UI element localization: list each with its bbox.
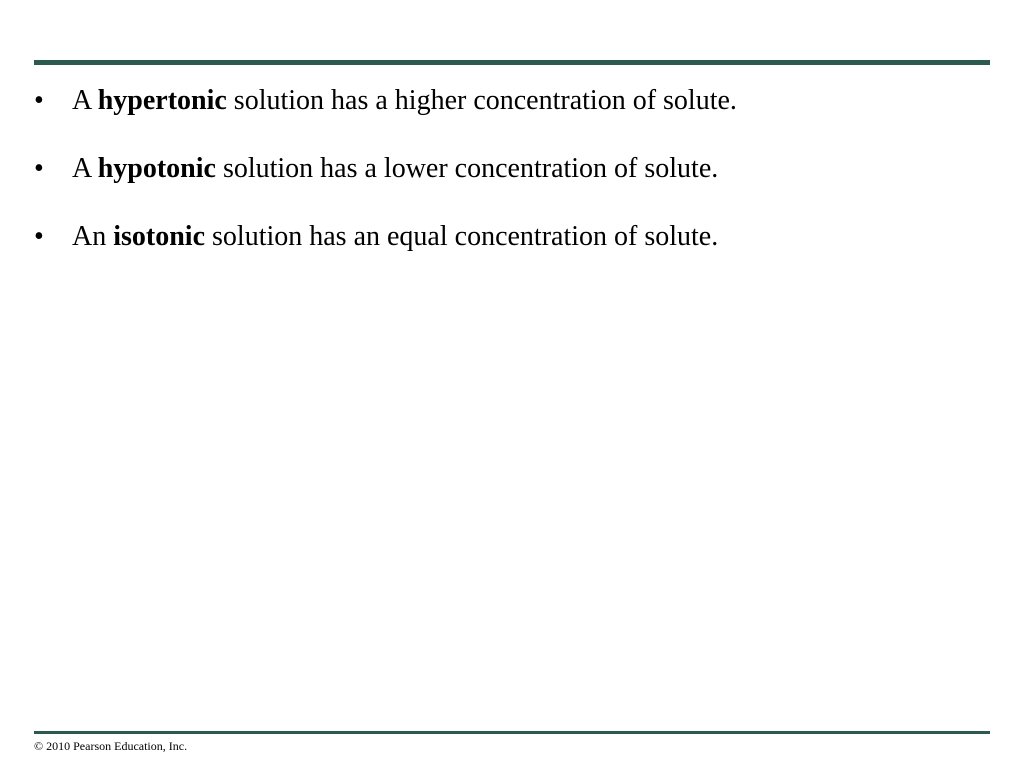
bullet-item-isotonic	[34, 220, 737, 254]
term-hypertonic: hypertonic	[97, 85, 227, 116]
bullet-icon: •	[34, 153, 44, 184]
bullet-icon: •	[34, 221, 44, 252]
bullet-prefix: An	[72, 221, 114, 252]
bullet-prefix: A	[72, 153, 98, 184]
bullet-text: solution has a higher concentration of solute.	[226, 85, 737, 116]
copyright-footer: © 2010 Pearson Education, Inc.	[34, 739, 188, 753]
bottom-divider	[34, 731, 990, 734]
term-isotonic: isotonic	[113, 221, 206, 252]
bullet-item-hypertonic	[34, 84, 737, 118]
top-divider	[34, 60, 990, 65]
bullet-text: solution has an equal concentration of solute.	[205, 221, 719, 252]
bullet-icon: •	[34, 85, 44, 116]
term-hypotonic: hypotonic	[97, 153, 216, 184]
bullet-text: solution has a lower concentration of solute.	[215, 153, 719, 184]
bullet-prefix: A	[72, 85, 98, 116]
bullet-item-hypotonic	[34, 152, 737, 186]
bullet-list	[34, 84, 737, 288]
